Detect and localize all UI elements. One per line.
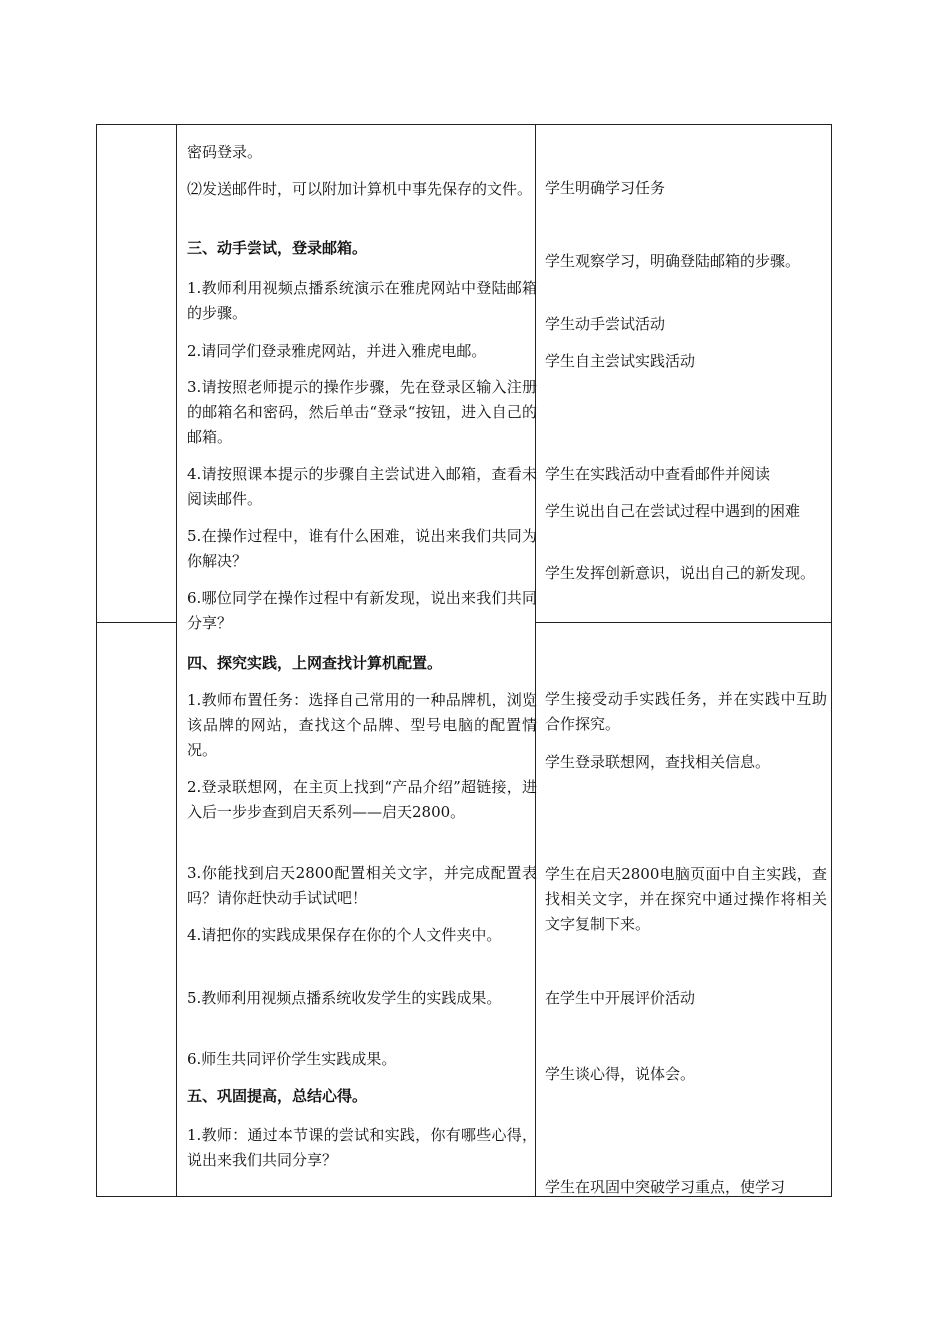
student-text: 学生自主尝试实践活动 [545,352,696,370]
student-text: 学生在巩固中突破学习重点，使学习 [545,1178,786,1196]
teacher-text: 5.在操作过程中，谁有什么困难，说出来我们共同为你解决？ [187,527,537,570]
student-text: 学生观察学习，明确登陆邮箱的步骤。 [545,252,801,270]
student-text: 学生在启天2800电脑页面中自主实践，查找相关文字，并在探究中通过操作将相关文字复制下来。 [545,865,827,933]
student-text: 学生动手尝试活动 [545,315,666,333]
teacher-text: ⑵发送邮件时，可以附加计算机中事先保存的文件。 [187,180,533,198]
student-text: 学生说出自己在尝试过程中遇到的困难 [545,502,801,520]
lesson-plan-table [96,124,832,1197]
teacher-text: 3.请按照老师提示的操作步骤，先在登录区输入注册的邮箱名和密码，然后单击“登录“按钮，进入自己的邮箱。 [187,378,537,446]
teacher-text: 1.教师：通过本节课的尝试和实践，你有哪些心得，说出来我们共同分享？ [187,1126,537,1169]
student-text: 学生谈心得，说体会。 [545,1065,696,1083]
teacher-text: 密码登录。 [187,143,263,161]
teacher-text: 6.师生共同评价学生实践成果。 [187,1050,397,1068]
student-text: 学生发挥创新意识，说出自己的新发现。 [545,564,816,582]
teacher-text: 5.教师利用视频点播系统收发学生的实践成果。 [187,989,502,1007]
teacher-text: 4.请按照课本提示的步骤自主尝试进入邮箱，查看未阅读邮件。 [187,465,537,508]
teacher-text: 1.教师布置任务：选择自己常用的一种品牌机，浏览该品牌的网站，查找这个品牌、型号电脑的配置情况。 [187,691,537,759]
teacher-text: 3.你能找到启天2800配置相关文字，并完成配置表吗？请你赶快动手试试吧！ [187,864,537,907]
student-text: 在学生中开展评价活动 [545,989,696,1007]
section-heading: 五、巩固提高，总结心得。 [187,1087,368,1105]
teacher-text: 1.教师利用视频点播系统演示在雅虎网站中登陆邮箱的步骤。 [187,279,537,322]
teacher-text: 2.请同学们登录雅虎网站，并进入雅虎电邮。 [187,342,487,360]
student-text: 学生在实践活动中查看邮件并阅读 [545,465,771,483]
section-heading: 四、探究实践，上网查找计算机配置。 [187,654,443,672]
student-text: 学生登录联想网，查找相关信息。 [545,753,771,771]
row-divider-right [535,622,831,623]
section-heading: 三、动手尝试，登录邮箱。 [187,239,368,257]
teacher-text: 6.哪位同学在操作过程中有新发现，说出来我们共同分享？ [187,589,537,632]
teacher-text: 2.登录联想网，在主页上找到“产品介绍”超链接，进入后一步步查到启天系列——启天2800。 [187,778,537,821]
row-divider-left [97,622,176,623]
student-text: 学生接受动手实践任务，并在实践中互助合作探究。 [545,690,827,733]
teacher-text: 4.请把你的实践成果保存在你的个人文件夹中。 [187,926,502,944]
student-text: 学生明确学习任务 [545,179,666,197]
column-divider-left [176,125,177,1196]
